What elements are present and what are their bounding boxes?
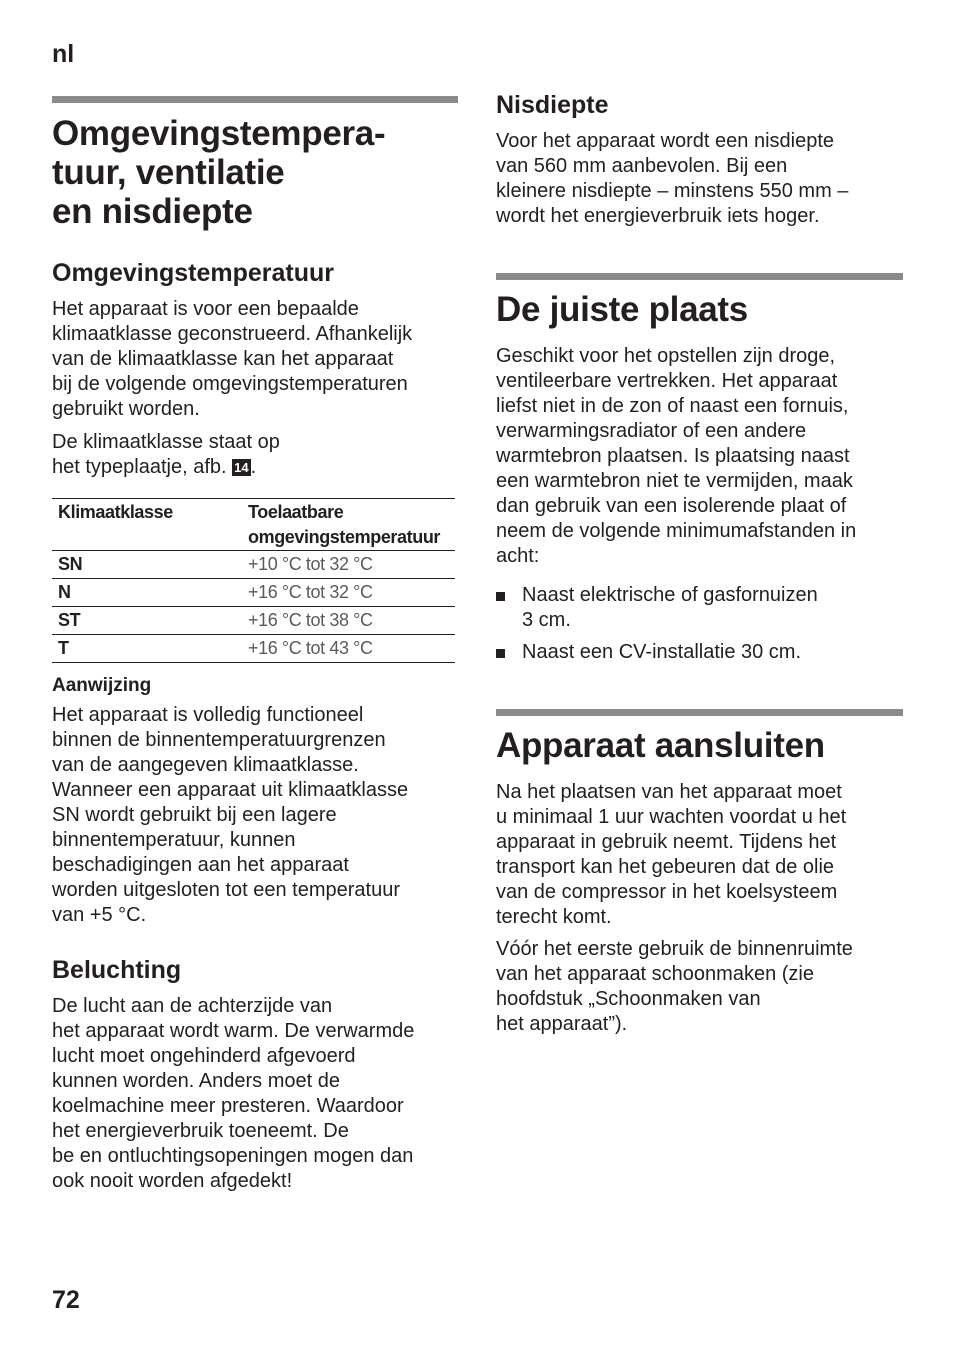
temperature-range-cell: +16 °C tot 43 °C <box>242 635 455 663</box>
subsection-heading: Beluchting <box>52 956 182 984</box>
temperature-range-cell: +16 °C tot 32 °C <box>242 579 455 607</box>
page-number: 72 <box>52 1286 80 1314</box>
list-item <box>496 583 903 633</box>
paragraph-text: De klimaatklasse staat op het typeplaatje, afb. <box>52 431 280 478</box>
list-item-text: Naast een CV-installatie 30 cm. <box>522 641 802 663</box>
figure-reference-badge: 14 <box>234 460 249 475</box>
climate-class-cell: ST <box>52 607 242 635</box>
paragraph: Vóór het eerste gebruik de binnenruimte van het apparaat schoonmaken (zie hoofdstuk „Schoonmaken van het apparaat”). <box>496 938 853 1035</box>
climate-class-table <box>52 498 455 663</box>
language-label: nl <box>52 40 75 68</box>
bullet-list <box>496 583 903 672</box>
paragraph: Na het plaatsen van het apparaat moet u minimaal 1 uur wachten voordat u het apparaat in gebruik neemt. Tijdens het transport kan het gebeuren dat de olie van de compressor in het koelsysteem terecht komt. <box>496 781 847 928</box>
paragraph: De lucht aan de achterzijde van het apparaat wordt warm. De verwarmde lucht moet ongehinderd afgevoerd kunnen worden. Anders moet de koelmachine meer presteren. Waardoor het energieverbruik toeneemt. De be en ontluchtingsopeningen mogen dan ook nooit worden afgedekt! <box>52 995 415 1192</box>
note-heading: Aanwijzing <box>52 675 152 696</box>
title-line: Omgevingstempera- <box>52 114 386 153</box>
climate-class-cell: N <box>52 579 242 607</box>
section-title: Apparaat aansluiten <box>496 726 825 765</box>
subsection-heading: Omgevingstemperatuur <box>52 259 335 287</box>
table-row <box>52 551 455 579</box>
bullet-square-icon <box>496 592 505 601</box>
section-title: De juiste plaats <box>496 290 748 329</box>
list-item <box>496 640 903 665</box>
section-rule <box>496 273 903 280</box>
paragraph: Voor het apparaat wordt een nisdiepte van 560 mm aanbevolen. Bij een kleinere nisdiepte – minstens 550 mm – wordt het energieverbruik iets hoger. <box>496 130 849 227</box>
table-row <box>52 635 455 663</box>
section-title <box>52 114 458 231</box>
table-row <box>52 607 455 635</box>
paragraph: Het apparaat is voor een bepaalde klimaatklasse geconstrueerd. Afhankelijk van de klimaatklasse kan het apparaat bij de volgende omgevingstemperaturen gebruikt worden. <box>52 298 413 420</box>
title-line: tuur, ventilatie <box>52 153 285 192</box>
temperature-range-cell: +10 °C tot 32 °C <box>242 551 455 579</box>
list-item-text: Naast elektrische of gasfornuizen 3 cm. <box>522 584 818 631</box>
subsection-heading: Nisdiepte <box>496 91 609 119</box>
bullet-square-icon <box>496 649 505 658</box>
table-header-row <box>52 499 455 551</box>
climate-class-cell: SN <box>52 551 242 579</box>
paragraph: Geschikt voor het opstellen zijn droge, ventileerbare vertrekken. Het apparaat liefst niet in de zon of naast een fornuis, verwarmingsradiator of een andere warmtebron plaatsen. Is plaatsing naast een warmtebron niet te vermijden, maak dan gebruik van een isolerende plaat of neem de volgende minimumafstanden in acht: <box>496 345 857 567</box>
table-header-cell: Toelaatbare omgevingstemperatuur <box>242 499 455 551</box>
paragraph-end: . <box>250 456 257 478</box>
section-rule <box>496 709 903 716</box>
section-rule <box>52 96 458 103</box>
table-row <box>52 579 455 607</box>
climate-class-cell: T <box>52 635 242 663</box>
table-header-cell: Klimaatklasse <box>52 499 242 551</box>
paragraph <box>52 430 458 480</box>
temperature-range-cell: +16 °C tot 38 °C <box>242 607 455 635</box>
title-line: en nisdiepte <box>52 192 253 231</box>
note-text: Het apparaat is volledig functioneel binnen de binnentemperatuurgrenzen van de aangegeven klimaatklasse. Wanneer een apparaat uit klimaatklasse SN wordt gebruikt bij een lagere binnentemperatuur, kunnen beschadigingen aan het apparaat worden uitgesloten tot een temperatuur van +5 °C. <box>52 704 409 926</box>
